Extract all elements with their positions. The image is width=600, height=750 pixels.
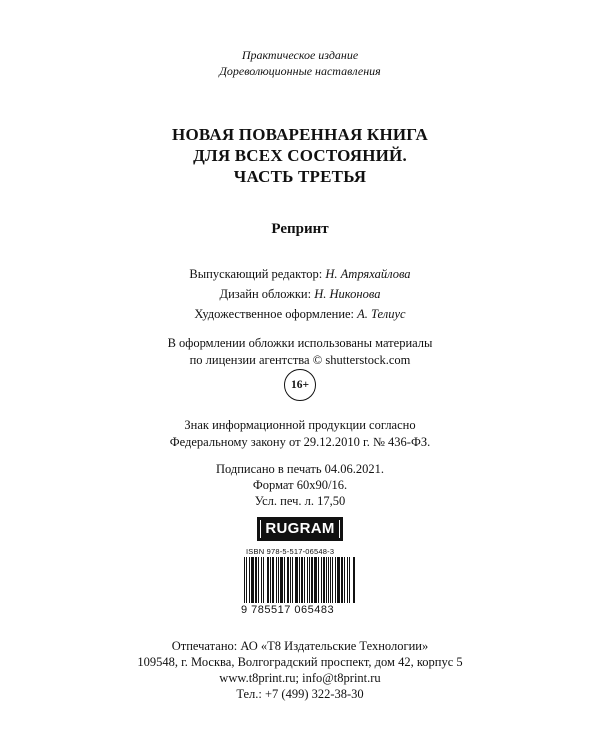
law-line-2: Федеральному закону от 29.12.2010 г. № 436-ФЗ. [169, 435, 431, 449]
series-line-1: Практическое издание [241, 48, 359, 62]
book-title [0, 124, 600, 187]
printer-web: www.t8print.ru; info@t8print.ru [219, 671, 381, 685]
barcode-icon [243, 557, 357, 603]
license-notice [0, 335, 600, 369]
title-line-2: ДЛЯ ВСЕХ СОСТОЯНИЙ. [193, 146, 407, 165]
credit-role: Дизайн обложки: [219, 287, 315, 301]
credit-editor [0, 264, 600, 284]
credit-name: А. Телиус [357, 307, 406, 321]
publisher-logo-wrap [0, 517, 600, 541]
series-block [0, 47, 600, 79]
printer-name: Отпечатано: АО «Т8 Издательские Технологии» [171, 639, 429, 653]
printer-address: 109548, г. Москва, Волгоградский проспект, дом 42, корпус 5 [137, 655, 463, 669]
printer-phone: Тел.: +7 (499) 322-38-30 [236, 687, 364, 701]
age-rating-wrap [0, 369, 600, 403]
credit-role: Художественное оформление: [194, 307, 358, 321]
paper-format: Формат 60x90/16. [252, 478, 348, 492]
age-rating-badge: 16+ [284, 369, 316, 401]
title-line-1: НОВАЯ ПОВАРЕННАЯ КНИГА [172, 125, 428, 144]
series-line-2: Дореволюционные наставления [219, 64, 381, 78]
law-line-1: Знак информационной продукции согласно [184, 418, 416, 432]
isbn-number: ISBN 978-5-517-06548-3 [246, 547, 335, 556]
credit-cover-design [0, 284, 600, 304]
credit-role: Выпускающий редактор: [189, 267, 326, 281]
license-line-2: по лицензии агентства © shutterstock.com [189, 353, 411, 367]
barcode-digits: 9 785517 065483 [241, 604, 335, 616]
print-info [0, 461, 600, 509]
law-notice [0, 417, 600, 451]
title-line-3: ЧАСТЬ ТРЕТЬЯ [233, 167, 367, 186]
reprint-label: Репринт [271, 221, 329, 237]
license-line-1: В оформлении обложки использованы материалы [167, 336, 433, 350]
credit-name: Н. Атряхайлова [325, 267, 411, 281]
credit-art-design [0, 304, 600, 324]
printer-info [0, 638, 600, 702]
credits-block [0, 264, 600, 324]
printed-sheets: Усл. печ. л. 17,50 [254, 494, 346, 508]
publisher-logo: RUGRAM [257, 517, 343, 541]
signed-date: Подписано в печать 04.06.2021. [215, 462, 385, 476]
credit-name: Н. Никонова [314, 287, 381, 301]
